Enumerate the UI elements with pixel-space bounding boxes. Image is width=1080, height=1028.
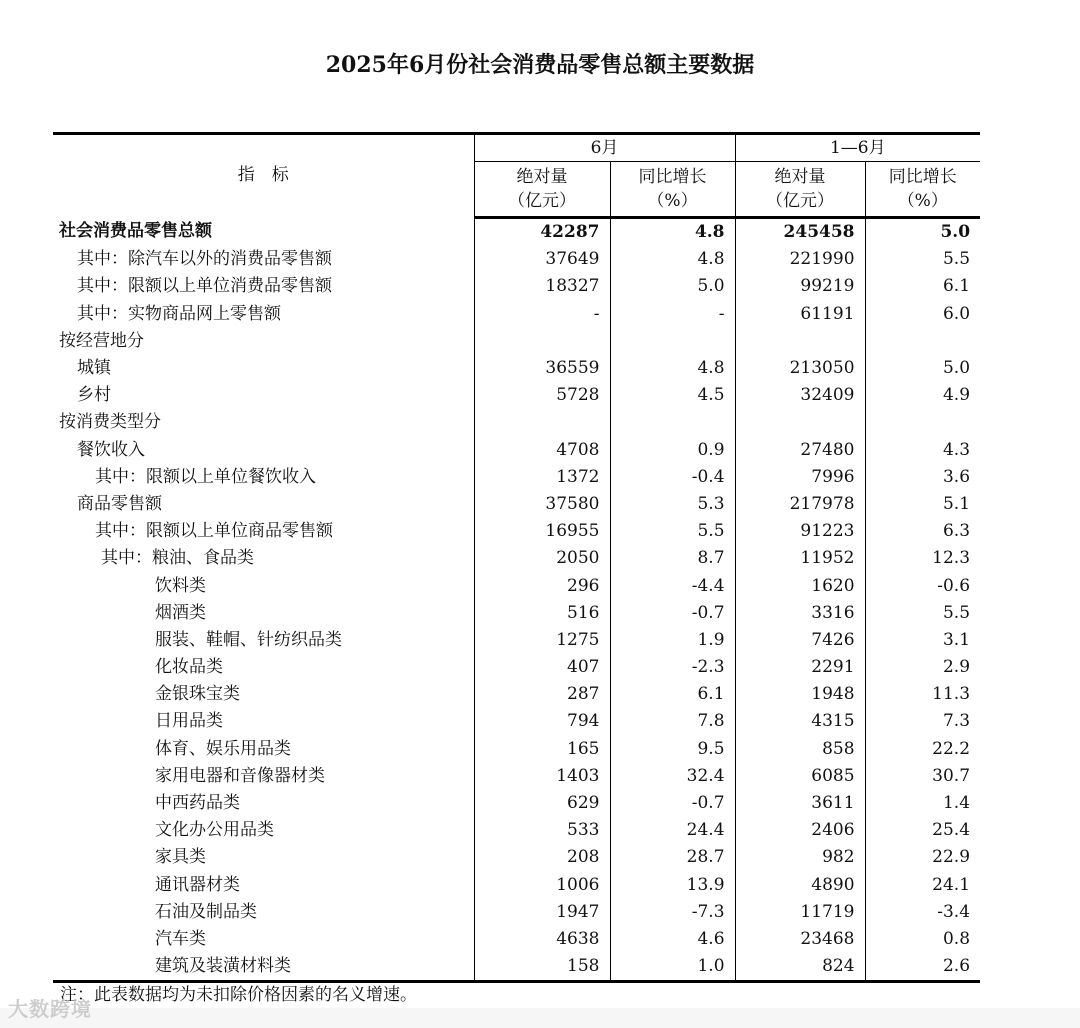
table-row [53, 572, 980, 599]
cell-june-absolute: 37580 [474, 491, 610, 518]
cell-june-absolute: 533 [474, 817, 610, 844]
cell-ytd-yoy: 30.7 [932, 765, 971, 786]
cell-ytd-absolute: 27480 [735, 437, 865, 464]
row-label: 家用电器和音像器材类 [53, 763, 474, 790]
row-label: 按经营地分 [53, 328, 474, 355]
cell-ytd-yoy: 3.1 [942, 629, 971, 650]
group-header-june: 6月 [474, 134, 735, 162]
indicator-header: 指 标 [53, 134, 474, 218]
cell-ytd-yoy: 3.6 [942, 466, 971, 487]
row-label: 金银珠宝类 [53, 681, 474, 708]
table-row [53, 437, 980, 464]
cell-ytd-absolute: 3611 [735, 790, 865, 817]
cell-ytd-absolute: 1948 [735, 681, 865, 708]
row-label: 化妆品类 [53, 654, 474, 681]
cell-ytd-yoy [865, 409, 980, 436]
row-label: 城镇 [53, 355, 474, 382]
table-body [53, 218, 980, 982]
table-row [53, 627, 980, 654]
sub-header-ytd-absolute: 绝对量 （亿元） [735, 162, 865, 218]
cell-june-absolute: 42287 [474, 218, 610, 247]
cell-ytd-absolute: 7426 [735, 627, 865, 654]
cell-june-absolute: 287 [474, 681, 610, 708]
cell-ytd-absolute: 4890 [735, 872, 865, 899]
table-row [53, 953, 980, 982]
cell-june-absolute: 37649 [474, 246, 610, 273]
cell-ytd-absolute: 2406 [735, 817, 865, 844]
cell-ytd-yoy: 1.4 [942, 793, 971, 814]
cell-june-yoy: 0.9 [610, 437, 735, 464]
row-label: 中西药品类 [53, 790, 474, 817]
cell-ytd-yoy: 24.1 [932, 874, 971, 895]
table-row [53, 328, 980, 355]
cell-ytd-yoy: 5.5 [942, 602, 971, 623]
cell-june-yoy: -4.4 [610, 572, 735, 599]
row-label: 其中：实物商品网上零售额 [53, 301, 474, 328]
cell-ytd-yoy: 0.8 [942, 928, 971, 949]
cell-ytd-yoy: 2.6 [865, 953, 980, 982]
cell-ytd-yoy: 4.9 [942, 385, 971, 406]
cell-june-yoy: -7.3 [610, 899, 735, 926]
table-row [53, 817, 980, 844]
cell-ytd-absolute [735, 409, 865, 436]
cell-ytd-absolute [735, 328, 865, 355]
cell-ytd-absolute: 32409 [735, 382, 865, 409]
cell-ytd-absolute: 2291 [735, 654, 865, 681]
table-row [53, 355, 980, 382]
table-row [53, 708, 980, 735]
table-row [53, 600, 980, 627]
cell-june-absolute: - [474, 301, 610, 328]
row-label: 石油及制品类 [53, 899, 474, 926]
cell-june-yoy: 5.5 [610, 518, 735, 545]
cell-june-absolute: 158 [474, 953, 610, 982]
cell-ytd-absolute: 213050 [735, 355, 865, 382]
row-label: 日用品类 [53, 708, 474, 735]
page-title: 2025年6月份社会消费品零售总额主要数据 [325, 52, 755, 78]
cell-ytd-absolute: 217978 [735, 491, 865, 518]
cell-june-yoy [610, 328, 735, 355]
bottom-band [0, 1008, 1080, 1028]
table-row [53, 926, 980, 953]
cell-june-absolute: 1372 [474, 464, 610, 491]
cell-june-absolute: 516 [474, 600, 610, 627]
table-row [53, 218, 980, 247]
table-row [53, 654, 980, 681]
row-label: 商品零售额 [53, 491, 474, 518]
cell-june-yoy: 32.4 [610, 763, 735, 790]
table-row [53, 518, 980, 545]
row-label: 体育、娱乐用品类 [53, 736, 474, 763]
cell-june-absolute: 296 [474, 572, 610, 599]
table-row [53, 763, 980, 790]
cell-june-yoy: -0.7 [610, 600, 735, 627]
cell-ytd-absolute: 245458 [735, 218, 865, 247]
sub-header-june-yoy: 同比增长 （%） [610, 162, 735, 218]
row-label: 通讯器材类 [53, 872, 474, 899]
sub-header-june-absolute: 绝对量 （亿元） [474, 162, 610, 218]
table-row [53, 545, 980, 572]
cell-june-yoy: 4.8 [610, 246, 735, 273]
table-row [53, 790, 980, 817]
cell-june-absolute: 2050 [474, 545, 610, 572]
cell-ytd-absolute: 61191 [735, 301, 865, 328]
cell-ytd-yoy: 6.0 [942, 303, 971, 324]
cell-june-absolute: 4638 [474, 926, 610, 953]
cell-ytd-absolute: 11719 [735, 899, 865, 926]
cell-june-yoy: - [610, 301, 735, 328]
cell-ytd-absolute: 3316 [735, 600, 865, 627]
cell-june-yoy: 4.8 [610, 355, 735, 382]
row-label: 其中：粮油、食品类 [53, 545, 474, 572]
cell-ytd-yoy: -3.4 [937, 901, 971, 922]
cell-june-yoy: 4.6 [610, 926, 735, 953]
cell-june-absolute: 629 [474, 790, 610, 817]
row-label: 家具类 [53, 844, 474, 871]
table-row [53, 301, 980, 328]
cell-ytd-absolute: 1620 [735, 572, 865, 599]
sub-header-ytd-yoy: 同比增长 （%） [865, 162, 980, 218]
cell-ytd-absolute: 91223 [735, 518, 865, 545]
cell-ytd-yoy: 7.3 [942, 711, 971, 732]
row-label: 服装、鞋帽、针纺织品类 [53, 627, 474, 654]
cell-june-yoy: 1.0 [610, 953, 735, 982]
row-label: 其中：限额以上单位消费品零售额 [53, 273, 474, 300]
cell-june-yoy: 24.4 [610, 817, 735, 844]
cell-ytd-yoy: 6.3 [942, 521, 971, 542]
cell-june-yoy: 1.9 [610, 627, 735, 654]
table-row [53, 273, 980, 300]
cell-ytd-yoy: 25.4 [932, 820, 971, 841]
cell-ytd-yoy: 4.3 [942, 439, 971, 460]
cell-june-absolute: 1947 [474, 899, 610, 926]
table-row [53, 872, 980, 899]
table-row [53, 382, 980, 409]
cell-ytd-absolute: 824 [735, 953, 865, 982]
cell-ytd-yoy: 6.1 [942, 276, 971, 297]
cell-ytd-yoy: 11.3 [932, 684, 971, 705]
cell-ytd-absolute: 982 [735, 844, 865, 871]
cell-ytd-yoy: 22.9 [932, 847, 971, 868]
cell-june-absolute [474, 328, 610, 355]
cell-ytd-yoy: 5.0 [942, 358, 971, 379]
cell-ytd-absolute: 858 [735, 736, 865, 763]
cell-ytd-yoy [865, 328, 980, 355]
cell-june-yoy: 28.7 [610, 844, 735, 871]
table-row [53, 681, 980, 708]
retail-sales-table [53, 132, 980, 983]
table-row [53, 409, 980, 436]
group-header-jan-jun: 1—6月 [735, 134, 980, 162]
row-label: 按消费类型分 [53, 409, 474, 436]
cell-ytd-absolute: 23468 [735, 926, 865, 953]
cell-ytd-yoy: 5.0 [940, 222, 971, 243]
cell-june-yoy: -2.3 [610, 654, 735, 681]
cell-ytd-absolute: 11952 [735, 545, 865, 572]
cell-ytd-yoy: 12.3 [932, 548, 971, 569]
table-row [53, 736, 980, 763]
cell-june-absolute: 208 [474, 844, 610, 871]
cell-ytd-yoy: 5.1 [942, 493, 971, 514]
row-label: 建筑及装潢材料类 [53, 953, 474, 982]
row-label: 其中：限额以上单位餐饮收入 [53, 464, 474, 491]
cell-june-absolute: 1403 [474, 763, 610, 790]
cell-june-absolute: 18327 [474, 273, 610, 300]
cell-june-absolute: 794 [474, 708, 610, 735]
cell-june-yoy: 7.8 [610, 708, 735, 735]
cell-june-yoy: 6.1 [610, 681, 735, 708]
cell-june-absolute: 165 [474, 736, 610, 763]
cell-june-yoy: 5.3 [610, 491, 735, 518]
cell-june-yoy: 8.7 [610, 545, 735, 572]
row-label: 文化办公用品类 [53, 817, 474, 844]
table-row [53, 899, 980, 926]
cell-june-yoy: -0.4 [610, 464, 735, 491]
row-label: 烟酒类 [53, 600, 474, 627]
cell-ytd-yoy: 22.2 [932, 738, 971, 759]
cell-june-yoy: 4.5 [610, 382, 735, 409]
cell-june-absolute: 36559 [474, 355, 610, 382]
cell-ytd-yoy: 2.9 [942, 657, 971, 678]
row-label: 其中：除汽车以外的消费品零售额 [53, 246, 474, 273]
row-label: 餐饮收入 [53, 437, 474, 464]
cell-ytd-yoy: -0.6 [937, 575, 971, 596]
cell-ytd-absolute: 4315 [735, 708, 865, 735]
cell-june-absolute: 407 [474, 654, 610, 681]
table-row [53, 491, 980, 518]
cell-ytd-yoy: 5.5 [942, 249, 971, 270]
cell-june-absolute: 1275 [474, 627, 610, 654]
cell-ytd-absolute: 7996 [735, 464, 865, 491]
row-label: 社会消费品零售总额 [53, 218, 474, 247]
table-row [53, 246, 980, 273]
footnote: 注：此表数据均为未扣除价格因素的名义增速。 [60, 985, 417, 1005]
cell-ytd-absolute: 221990 [735, 246, 865, 273]
cell-ytd-absolute: 6085 [735, 763, 865, 790]
row-label: 饮料类 [53, 572, 474, 599]
retail-sales-table-container [53, 132, 980, 983]
cell-june-yoy: 4.8 [610, 218, 735, 247]
cell-june-yoy [610, 409, 735, 436]
cell-june-yoy: 5.0 [610, 273, 735, 300]
cell-june-yoy: 13.9 [610, 872, 735, 899]
cell-june-absolute: 4708 [474, 437, 610, 464]
table-row [53, 844, 980, 871]
cell-june-absolute: 16955 [474, 518, 610, 545]
cell-june-yoy: 9.5 [610, 736, 735, 763]
cell-june-yoy: -0.7 [610, 790, 735, 817]
table-row [53, 464, 980, 491]
row-label: 其中：限额以上单位商品零售额 [53, 518, 474, 545]
row-label: 汽车类 [53, 926, 474, 953]
watermark-logo: 大数跨境 [8, 997, 92, 1021]
cell-ytd-absolute: 99219 [735, 273, 865, 300]
cell-june-absolute [474, 409, 610, 436]
row-label: 乡村 [53, 382, 474, 409]
cell-june-absolute: 1006 [474, 872, 610, 899]
cell-june-absolute: 5728 [474, 382, 610, 409]
